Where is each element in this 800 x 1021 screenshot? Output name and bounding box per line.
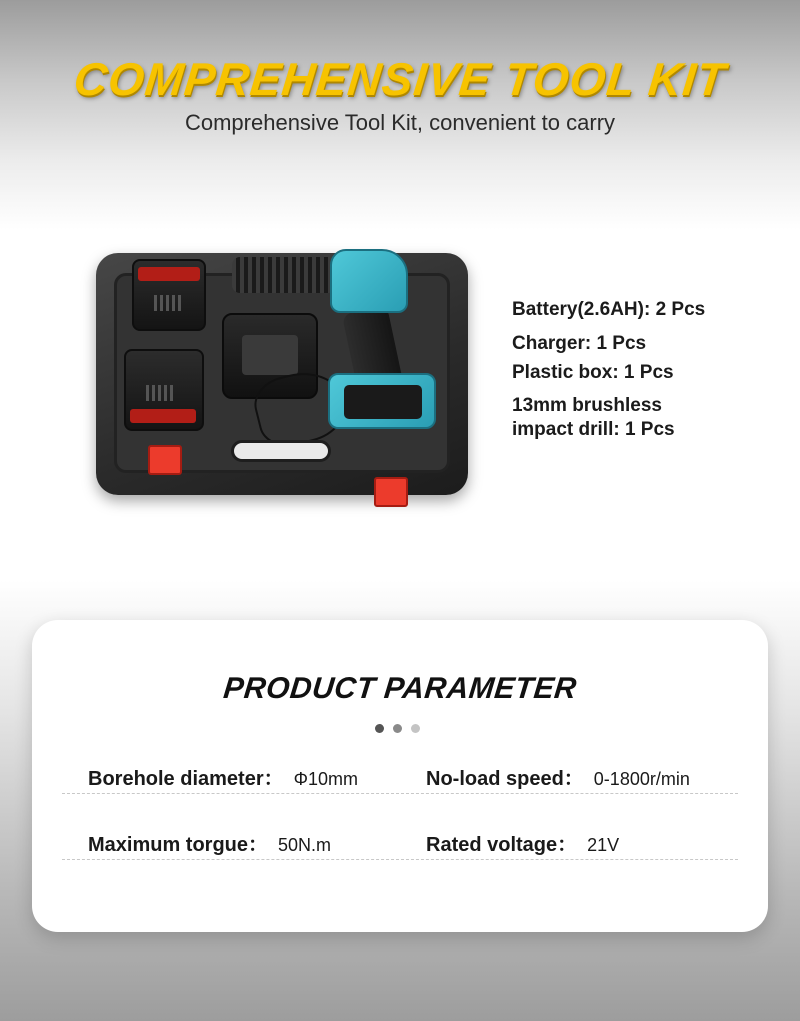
case-latch-right (374, 477, 408, 507)
parameter-title: PRODUCT PARAMETER (221, 672, 579, 705)
battery-top (132, 259, 206, 331)
page-title: COMPREHENSIVE TOOL KIT (71, 53, 729, 105)
param-label: Borehole diameter： (88, 768, 284, 790)
contents-charger: Charger: 1 Pcs (512, 333, 647, 354)
battery-vents (146, 385, 176, 401)
pager-dot-2 (393, 724, 402, 733)
param-voltage (426, 828, 619, 857)
product-parameter-card (32, 620, 768, 932)
pager-dot-1 (375, 724, 384, 733)
battery-bottom (124, 349, 204, 431)
pager-dot-3 (411, 724, 420, 733)
charger-slot (242, 335, 298, 375)
param-value: 21V (587, 835, 620, 855)
contents-box: Plastic box: 1 Pcs (512, 362, 674, 383)
param-label: Rated voltage： (426, 834, 578, 856)
param-label: No-load speed： (426, 768, 584, 790)
battery-vents (154, 295, 184, 311)
drill-battery-mount (328, 373, 436, 429)
pager-dots (375, 720, 435, 730)
param-value: 0-1800r/min (593, 769, 690, 789)
contents-drill-line1: 13mm brushless (512, 395, 662, 416)
param-torque (88, 828, 331, 857)
param-value: Φ10mm (293, 769, 358, 789)
page-subtitle: Comprehensive Tool Kit, convenient to carry (184, 110, 616, 135)
drill-body (330, 249, 408, 313)
case-handle (231, 440, 331, 462)
parameter-row (62, 820, 738, 860)
drill-base-face (344, 385, 422, 419)
tool-case-illustration (96, 245, 486, 525)
battery-stripe (130, 409, 196, 423)
kit-contents-list (512, 298, 782, 442)
case-latch-left (148, 445, 182, 475)
contents-battery: Battery(2.6AH): 2 Pcs (512, 299, 706, 320)
drill-chuck (232, 257, 336, 293)
param-borehole (88, 762, 358, 791)
param-value: 50N.m (278, 835, 332, 855)
param-noload-speed (426, 762, 690, 791)
param-label: Maximum torgue： (88, 834, 269, 856)
battery-stripe (138, 267, 200, 281)
parameter-row (62, 754, 738, 794)
contents-drill-line2: impact drill: 1 Pcs (512, 419, 675, 440)
